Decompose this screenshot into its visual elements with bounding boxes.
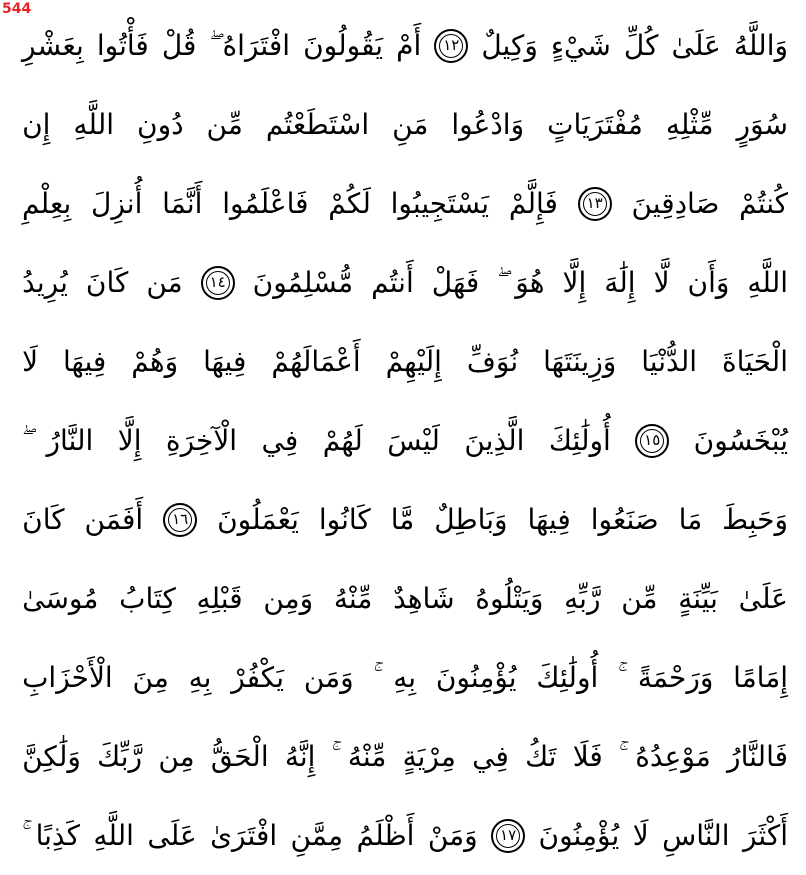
quran-word: الدُّنْيَا [641,345,697,378]
quran-word: مِّثْلِهِ [665,108,714,141]
quran-word: افْتَرَاهُ [222,29,291,62]
quran-word: وَمِن [263,582,314,615]
quran-word: الْأَحْزَابِ [22,661,113,694]
quran-word: النَّارُ [46,424,94,457]
quran-word: يُرِيدُ [22,266,68,299]
quran-word: عَلَىٰ [671,29,721,62]
quran-word: فَالنَّارُ [727,740,788,773]
quran-word: يَعْمَلُونَ [217,503,299,536]
quran-word: إِلَٰهَ [604,266,636,299]
quran-word: إِن [22,108,51,141]
quran-word: فِيهَا [527,503,571,536]
quran-word: اللَّهِ [73,108,115,141]
quran-word: دُونِ [137,108,184,141]
quran-word: وَمَن [303,661,354,694]
quran-word: لَا [22,345,39,378]
quran-word: شَاهِدٌ [393,582,455,615]
quran-line [22,638,788,717]
quran-word: مَّا [390,503,415,536]
quran-word: وَبَاطِلٌ [434,503,508,536]
quran-word: كُنتُمْ [739,187,788,220]
quran-line [22,559,788,638]
quran-word: أَكْثَرَ [742,819,788,852]
quran-word: نُوَفِّ [466,345,519,378]
quran-word: اللَّهِ [747,266,788,299]
quran-word: مَا [678,503,703,536]
ayah-number-marker: ١٣ [578,187,612,221]
quran-word: شَيْءٍ [550,29,611,62]
quran-word: الَّذِينَ [464,424,525,457]
quran-line [22,401,788,480]
quran-word: بِهِ [188,661,212,694]
quran-word: يَكْفُرْ [231,661,285,694]
quran-word: بِعَشْرِ [22,29,84,62]
quran-word: كَانُوا [318,503,371,536]
quran-word: أَظْلَمُ [356,819,415,852]
quran-word: إِنَّهُ [284,740,316,773]
quran-word: يَسْتَجِيبُوا [390,187,490,220]
quran-word: تَكُ [525,740,557,773]
quran-word: رَّبِّكَ [97,740,143,773]
quran-word: وَهُمْ [131,345,179,378]
quran-word: فِيهَا [63,345,107,378]
quran-word: مُفْتَرَيَاتٍ [547,108,643,141]
quran-word: أُولَٰئِكَ [536,661,599,694]
quran-word: أَعْمَالَهُمْ [271,345,361,378]
quran-word: بِهِ [393,661,417,694]
quran-word: مَنِ [392,108,429,141]
quran-word: وَأَن [687,266,730,299]
quran-word: اللَّهِ [93,819,134,852]
quran-word: كَانَ [85,266,129,299]
quran-word: إِلَّا [117,424,142,457]
quran-word: لَّا [653,266,670,299]
quran-word: يُؤْمِنُونَ [435,661,517,694]
quran-word: مِّنْهُ [347,740,387,773]
quran-word: مُوسَىٰ [22,582,99,615]
quran-word: وَزِينَتَهَا [543,345,617,378]
quran-line [22,243,788,322]
quran-word: قُلْ [161,29,197,62]
quran-word: مَن [146,266,183,299]
quran-word: فَاعْلَمُوا [222,187,309,220]
quran-word: رَّبِّهِ [564,582,601,615]
quran-word: وَادْعُوا [451,108,525,141]
quran-word: وَلَٰكِنَّ [22,740,81,773]
quran-word: يُؤْمِنُونَ [538,819,620,852]
quran-page-text [22,6,788,875]
quran-word: قَبْلِهِ [196,582,243,615]
quran-word: فَأْتُوا [96,29,149,62]
quran-word: بَيِّنَةٍ [678,582,718,615]
quran-word: يُبْخَسُونَ [693,424,788,457]
quran-word: مِن [158,740,195,773]
quran-line [22,85,788,164]
quran-word: الْحَيَاةَ [721,345,788,378]
ayah-number-marker: ١٤ [201,266,235,300]
quran-word: هُوَ [515,266,545,299]
quran-word: وَاللَّهُ [733,29,788,62]
quran-word: إِلَيْهِمْ [385,345,442,378]
quran-word: وَكِيلٌ [481,29,538,62]
quran-word: عَلَى [147,819,197,852]
quran-word: أُولَٰئِكَ [548,424,611,457]
quran-line [22,717,788,796]
quran-line [22,796,788,875]
quran-word: الْآخِرَةِ [165,424,238,457]
ayah-number-marker: ١٧ [491,819,525,853]
quran-word: سُوَرٍ [736,108,788,141]
quran-word: أُنزِلَ [91,187,143,220]
page-number: 544 [2,1,32,17]
quran-word: مَوْعِدُهُ [635,740,711,773]
ayah-number-marker: ١٦ [163,503,197,537]
quran-word: يَقُولُونَ [303,29,384,62]
quran-word: فَإِلَّمْ [508,187,558,220]
quran-word: صَادِقِينَ [631,187,720,220]
quran-word: وَحَبِطَ [722,503,788,536]
quran-word: كَذِبًا [35,819,80,852]
quran-line [22,6,788,85]
quran-word: وَيَتْلُوهُ [475,582,544,615]
quran-word: فَلَا [572,740,603,773]
quran-word: كُلِّ [623,29,659,62]
quran-word: لَا [632,819,649,852]
quran-word: فِيهَا [203,345,247,378]
quran-word: أَنَّمَا [162,187,203,220]
quran-line [22,164,788,243]
quran-word: اسْتَطَعْتُم [265,108,370,141]
quran-word: صَنَعُوا [590,503,659,536]
quran-word: كِتَابُ [119,582,176,615]
quran-word: وَمَنْ [427,819,478,852]
quran-word: لَكُمْ [328,187,371,220]
quran-word: مِرْيَةٍ [402,740,456,773]
quran-word: فَهَلْ [431,266,480,299]
quran-word: لَهُمْ [322,424,363,457]
quran-word: مِّنْهُ [333,582,373,615]
quran-word: إِلَّا [562,266,587,299]
quran-word: أَفَمَن [84,503,144,536]
quran-word: إِمَامًا [733,661,788,694]
quran-word: مِّن [621,582,658,615]
quran-word: افْتَرَىٰ [210,819,278,852]
quran-word: مِنَ [132,661,169,694]
quran-word: فِي [261,424,299,457]
quran-word: أَنتُم [371,266,414,299]
quran-word: مِّن [206,108,243,141]
quran-word: كَانَ [22,503,65,536]
quran-word: الْحَقُّ [210,740,269,773]
quran-word: مُّسْلِمُونَ [252,266,354,299]
ayah-number-marker: ١٥ [635,424,669,458]
quran-word: وَرَحْمَةً [637,661,714,694]
quran-word: لَيْسَ [387,424,440,457]
quran-word: بِعِلْمِ [22,187,72,220]
quran-word: النَّاسِ [662,819,730,852]
quran-word: أَمْ [396,29,422,62]
quran-word: عَلَىٰ [738,582,788,615]
quran-word: فِي [472,740,509,773]
ayah-number-marker: ١٢ [434,29,468,63]
quran-line [22,322,788,401]
quran-word: مِمَّنِ [290,819,344,852]
quran-line [22,480,788,559]
